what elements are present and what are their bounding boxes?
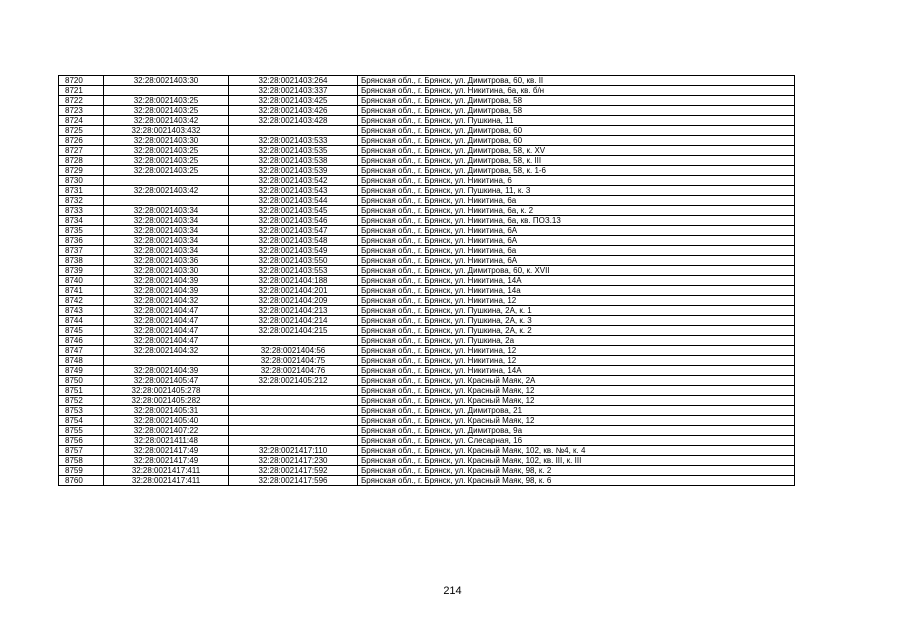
address-cell: Брянская обл., г. Брянск, ул. Никитина, 6а, кв. ПОЗ.13: [358, 216, 795, 226]
row-number-cell: 8749: [59, 366, 104, 376]
cadastral-number-cell: [229, 406, 358, 416]
table-row: [59, 356, 795, 366]
cadastral-number-cell: 32:28:0021404:209: [229, 296, 358, 306]
row-number-cell: 8745: [59, 326, 104, 336]
cadastral-number-cell: 32:28:0021403:428: [229, 116, 358, 126]
cadastral-number-cell: 32:28:0021405:282: [104, 396, 229, 406]
table-row: [59, 126, 795, 136]
cadastral-number-cell: 32:28:0021404:47: [104, 306, 229, 316]
address-cell: Брянская обл., г. Брянск, ул. Димитрова, 60, кв. II: [358, 76, 795, 86]
table-row: [59, 416, 795, 426]
address-cell: Брянская обл., г. Брянск, ул. Никитина, 12: [358, 296, 795, 306]
cadastral-number-cell: 32:28:0021403:337: [229, 86, 358, 96]
row-number-cell: 8750: [59, 376, 104, 386]
cadastral-number-cell: [229, 386, 358, 396]
table-row: [59, 276, 795, 286]
cadastral-number-cell: 32:28:0021404:213: [229, 306, 358, 316]
address-cell: Брянская обл., г. Брянск, ул. Пушкина, 2А, к. 3: [358, 316, 795, 326]
cadastral-number-cell: [229, 426, 358, 436]
row-number-cell: 8741: [59, 286, 104, 296]
row-number-cell: 8738: [59, 256, 104, 266]
table-row: [59, 256, 795, 266]
address-cell: Брянская обл., г. Брянск, ул. Димитрова, 60: [358, 126, 795, 136]
table-row: [59, 186, 795, 196]
cadastral-number-cell: 32:28:0021403:25: [104, 146, 229, 156]
row-number-cell: 8748: [59, 356, 104, 366]
cadastral-number-cell: 32:28:0021403:25: [104, 166, 229, 176]
cadastral-number-cell: 32:28:0021405:47: [104, 376, 229, 386]
row-number-cell: 8751: [59, 386, 104, 396]
table-row: [59, 96, 795, 106]
table-row: [59, 476, 795, 486]
row-number-cell: 8754: [59, 416, 104, 426]
address-cell: Брянская обл., г. Брянск, ул. Димитрова, 9а: [358, 426, 795, 436]
cadastral-number-cell: 32:28:0021404:47: [104, 336, 229, 346]
address-cell: Брянская обл., г. Брянск, ул. Димитрова, 58: [358, 106, 795, 116]
cadastral-number-cell: 32:28:0021404:215: [229, 326, 358, 336]
address-cell: Брянская обл., г. Брянск, ул. Никитина, 6а, к. 2: [358, 206, 795, 216]
cadastral-number-cell: 32:28:0021403:42: [104, 116, 229, 126]
cadastral-number-cell: [229, 436, 358, 446]
cadastral-number-cell: 32:28:0021403:34: [104, 236, 229, 246]
address-cell: Брянская обл., г. Брянск, ул. Никитина, 14А: [358, 366, 795, 376]
row-number-cell: 8724: [59, 116, 104, 126]
cadastral-number-cell: 32:28:0021404:32: [104, 346, 229, 356]
table-row: [59, 266, 795, 276]
cadastral-number-cell: 32:28:0021403:535: [229, 146, 358, 156]
row-number-cell: 8722: [59, 96, 104, 106]
address-cell: Брянская обл., г. Брянск, ул. Пушкина, 11: [358, 116, 795, 126]
cadastral-number-cell: [104, 196, 229, 206]
cadastral-number-cell: 32:28:0021411:48: [104, 436, 229, 446]
address-cell: Брянская обл., г. Брянск, ул. Пушкина, 2А, к. 1: [358, 306, 795, 316]
table-row: [59, 296, 795, 306]
row-number-cell: 8742: [59, 296, 104, 306]
table-row: [59, 116, 795, 126]
cadastral-number-cell: 32:28:0021403:264: [229, 76, 358, 86]
address-cell: Брянская обл., г. Брянск, ул. Никитина, 6а: [358, 246, 795, 256]
cadastral-number-cell: 32:28:0021417:230: [229, 456, 358, 466]
cadastral-number-cell: 32:28:0021407:22: [104, 426, 229, 436]
row-number-cell: 8731: [59, 186, 104, 196]
table-row: [59, 346, 795, 356]
table-row: [59, 236, 795, 246]
cadastral-number-cell: 32:28:0021403:426: [229, 106, 358, 116]
cadastral-number-cell: 32:28:0021404:39: [104, 276, 229, 286]
cadastral-number-cell: 32:28:0021417:110: [229, 446, 358, 456]
table-row: [59, 246, 795, 256]
cadastral-number-cell: 32:28:0021404:214: [229, 316, 358, 326]
address-cell: Брянская обл., г. Брянск, ул. Красный Маяк, 12: [358, 416, 795, 426]
cadastral-number-cell: [229, 416, 358, 426]
cadastral-number-cell: 32:28:0021404:39: [104, 286, 229, 296]
table-row: [59, 286, 795, 296]
address-cell: Брянская обл., г. Брянск, ул. Пушкина, 11, к. 3: [358, 186, 795, 196]
cadastral-number-cell: 32:28:0021404:32: [104, 296, 229, 306]
table-row: [59, 366, 795, 376]
table-row: [59, 396, 795, 406]
address-cell: Брянская обл., г. Брянск, ул. Никитина, 14А: [358, 276, 795, 286]
row-number-cell: 8721: [59, 86, 104, 96]
cadastral-number-cell: 32:28:0021404:47: [104, 316, 229, 326]
cadastral-number-cell: 32:28:0021403:432: [104, 126, 229, 136]
cadastral-number-cell: 32:28:0021403:34: [104, 216, 229, 226]
cadastral-number-cell: 32:28:0021404:201: [229, 286, 358, 296]
cadastral-number-cell: 32:28:0021404:188: [229, 276, 358, 286]
address-cell: Брянская обл., г. Брянск, ул. Пушкина, 2а: [358, 336, 795, 346]
cadastral-number-cell: 32:28:0021405:212: [229, 376, 358, 386]
address-cell: Брянская обл., г. Брянск, ул. Димитрова, 60, к. XVII: [358, 266, 795, 276]
address-cell: Брянская обл., г. Брянск, ул. Слесарная, 16: [358, 436, 795, 446]
address-cell: Брянская обл., г. Брянск, ул. Никитина, 6А: [358, 236, 795, 246]
cadastral-number-cell: 32:28:0021403:539: [229, 166, 358, 176]
address-cell: Брянская обл., г. Брянск, ул. Пушкина, 2А, к. 2: [358, 326, 795, 336]
page-number: 214: [443, 585, 462, 597]
cadastral-number-cell: 32:28:0021403:545: [229, 206, 358, 216]
cadastral-number-cell: 32:28:0021403:538: [229, 156, 358, 166]
row-number-cell: 8736: [59, 236, 104, 246]
registry-table: [58, 75, 795, 486]
cadastral-number-cell: [104, 176, 229, 186]
address-cell: Брянская обл., г. Брянск, ул. Никитина, 6: [358, 176, 795, 186]
address-cell: Брянская обл., г. Брянск, ул. Никитина, 6А: [358, 256, 795, 266]
address-cell: Брянская обл., г. Брянск, ул. Красный Маяк, 102, кв. №4, к. 4: [358, 446, 795, 456]
row-number-cell: 8733: [59, 206, 104, 216]
cadastral-number-cell: 32:28:0021403:543: [229, 186, 358, 196]
table-row: [59, 386, 795, 396]
table-row: [59, 466, 795, 476]
cadastral-number-cell: [229, 396, 358, 406]
address-cell: Брянская обл., г. Брянск, ул. Димитрова, 60: [358, 136, 795, 146]
row-number-cell: 8755: [59, 426, 104, 436]
row-number-cell: 8740: [59, 276, 104, 286]
address-cell: Брянская обл., г. Брянск, ул. Никитина, 6а: [358, 196, 795, 206]
row-number-cell: 8758: [59, 456, 104, 466]
table-row: [59, 436, 795, 446]
cadastral-number-cell: 32:28:0021403:548: [229, 236, 358, 246]
cadastral-number-cell: [229, 126, 358, 136]
table-row: [59, 406, 795, 416]
row-number-cell: 8744: [59, 316, 104, 326]
cadastral-number-cell: 32:28:0021405:31: [104, 406, 229, 416]
cadastral-number-cell: 32:28:0021404:39: [104, 366, 229, 376]
address-cell: Брянская обл., г. Брянск, ул. Красный Маяк, 98, к. 2: [358, 466, 795, 476]
row-number-cell: 8743: [59, 306, 104, 316]
cadastral-number-cell: 32:28:0021403:30: [104, 266, 229, 276]
cadastral-number-cell: 32:28:0021404:76: [229, 366, 358, 376]
cadastral-number-cell: 32:28:0021417:592: [229, 466, 358, 476]
cadastral-number-cell: 32:28:0021403:25: [104, 96, 229, 106]
cadastral-number-cell: 32:28:0021405:40: [104, 416, 229, 426]
row-number-cell: 8730: [59, 176, 104, 186]
cadastral-number-cell: 32:28:0021417:411: [104, 466, 229, 476]
table-row: [59, 106, 795, 116]
cadastral-number-cell: 32:28:0021403:542: [229, 176, 358, 186]
address-cell: Брянская обл., г. Брянск, ул. Красный Маяк, 12: [358, 386, 795, 396]
table-row: [59, 136, 795, 146]
cadastral-number-cell: 32:28:0021403:25: [104, 106, 229, 116]
address-cell: Брянская обл., г. Брянск, ул. Красный Маяк, 98, к. 6: [358, 476, 795, 486]
cadastral-number-cell: 32:28:0021403:34: [104, 226, 229, 236]
row-number-cell: 8735: [59, 226, 104, 236]
row-number-cell: 8752: [59, 396, 104, 406]
cadastral-number-cell: 32:28:0021403:550: [229, 256, 358, 266]
table-row: [59, 426, 795, 436]
address-cell: Брянская обл., г. Брянск, ул. Никитина, 6а, кв. б/н: [358, 86, 795, 96]
cadastral-number-cell: [229, 336, 358, 346]
cadastral-number-cell: 32:28:0021403:553: [229, 266, 358, 276]
row-number-cell: 8756: [59, 436, 104, 446]
address-cell: Брянская обл., г. Брянск, ул. Никитина, 14а: [358, 286, 795, 296]
table-row: [59, 176, 795, 186]
table-row: [59, 376, 795, 386]
registry-table-body: [59, 76, 795, 486]
row-number-cell: 8746: [59, 336, 104, 346]
cadastral-number-cell: 32:28:0021403:546: [229, 216, 358, 226]
table-row: [59, 316, 795, 326]
row-number-cell: 8737: [59, 246, 104, 256]
cadastral-number-cell: 32:28:0021403:547: [229, 226, 358, 236]
table-row: [59, 326, 795, 336]
cadastral-number-cell: 32:28:0021403:549: [229, 246, 358, 256]
address-cell: Брянская обл., г. Брянск, ул. Димитрова, 21: [358, 406, 795, 416]
cadastral-number-cell: [104, 86, 229, 96]
cadastral-number-cell: 32:28:0021403:30: [104, 136, 229, 146]
row-number-cell: 8757: [59, 446, 104, 456]
table-row: [59, 86, 795, 96]
row-number-cell: 8747: [59, 346, 104, 356]
row-number-cell: 8720: [59, 76, 104, 86]
table-row: [59, 166, 795, 176]
address-cell: Брянская обл., г. Брянск, ул. Никитина, 6А: [358, 226, 795, 236]
cadastral-number-cell: 32:28:0021403:25: [104, 156, 229, 166]
cadastral-number-cell: 32:28:0021417:49: [104, 446, 229, 456]
cadastral-number-cell: 32:28:0021403:36: [104, 256, 229, 266]
row-number-cell: 8739: [59, 266, 104, 276]
cadastral-number-cell: [104, 356, 229, 366]
cadastral-number-cell: 32:28:0021417:411: [104, 476, 229, 486]
row-number-cell: 8727: [59, 146, 104, 156]
cadastral-number-cell: 32:28:0021403:42: [104, 186, 229, 196]
cadastral-number-cell: 32:28:0021403:34: [104, 246, 229, 256]
table-row: [59, 206, 795, 216]
row-number-cell: 8759: [59, 466, 104, 476]
table-row: [59, 306, 795, 316]
row-number-cell: 8726: [59, 136, 104, 146]
address-cell: Брянская обл., г. Брянск, ул. Димитрова, 58: [358, 96, 795, 106]
row-number-cell: 8723: [59, 106, 104, 116]
table-row: [59, 76, 795, 86]
address-cell: Брянская обл., г. Брянск, ул. Димитрова, 58, к. III: [358, 156, 795, 166]
address-cell: Брянская обл., г. Брянск, ул. Красный Маяк, 12: [358, 396, 795, 406]
cadastral-number-cell: 32:28:0021403:544: [229, 196, 358, 206]
table-row: [59, 156, 795, 166]
cadastral-number-cell: 32:28:0021404:56: [229, 346, 358, 356]
table-row: [59, 226, 795, 236]
row-number-cell: 8729: [59, 166, 104, 176]
row-number-cell: 8753: [59, 406, 104, 416]
address-cell: Брянская обл., г. Брянск, ул. Димитрова, 58, к. 1-6: [358, 166, 795, 176]
table-row: [59, 336, 795, 346]
cadastral-number-cell: 32:28:0021403:34: [104, 206, 229, 216]
table-row: [59, 446, 795, 456]
address-cell: Брянская обл., г. Брянск, ул. Красный Маяк, 2А: [358, 376, 795, 386]
address-cell: Брянская обл., г. Брянск, ул. Красный Маяк, 102, кв. III, к. III: [358, 456, 795, 466]
row-number-cell: 8725: [59, 126, 104, 136]
cadastral-number-cell: 32:28:0021403:30: [104, 76, 229, 86]
table-row: [59, 216, 795, 226]
cadastral-number-cell: 32:28:0021417:596: [229, 476, 358, 486]
cadastral-number-cell: 32:28:0021403:533: [229, 136, 358, 146]
address-cell: Брянская обл., г. Брянск, ул. Димитрова, 58, к. XV: [358, 146, 795, 156]
row-number-cell: 8732: [59, 196, 104, 206]
cadastral-number-cell: 32:28:0021404:47: [104, 326, 229, 336]
row-number-cell: 8760: [59, 476, 104, 486]
cadastral-number-cell: 32:28:0021417:49: [104, 456, 229, 466]
address-cell: Брянская обл., г. Брянск, ул. Никитина, 12: [358, 356, 795, 366]
row-number-cell: 8734: [59, 216, 104, 226]
cadastral-number-cell: 32:28:0021405:278: [104, 386, 229, 396]
table-row: [59, 196, 795, 206]
table-row: [59, 456, 795, 466]
table-row: [59, 146, 795, 156]
row-number-cell: 8728: [59, 156, 104, 166]
cadastral-number-cell: 32:28:0021404:75: [229, 356, 358, 366]
cadastral-number-cell: 32:28:0021403:425: [229, 96, 358, 106]
address-cell: Брянская обл., г. Брянск, ул. Никитина, 12: [358, 346, 795, 356]
